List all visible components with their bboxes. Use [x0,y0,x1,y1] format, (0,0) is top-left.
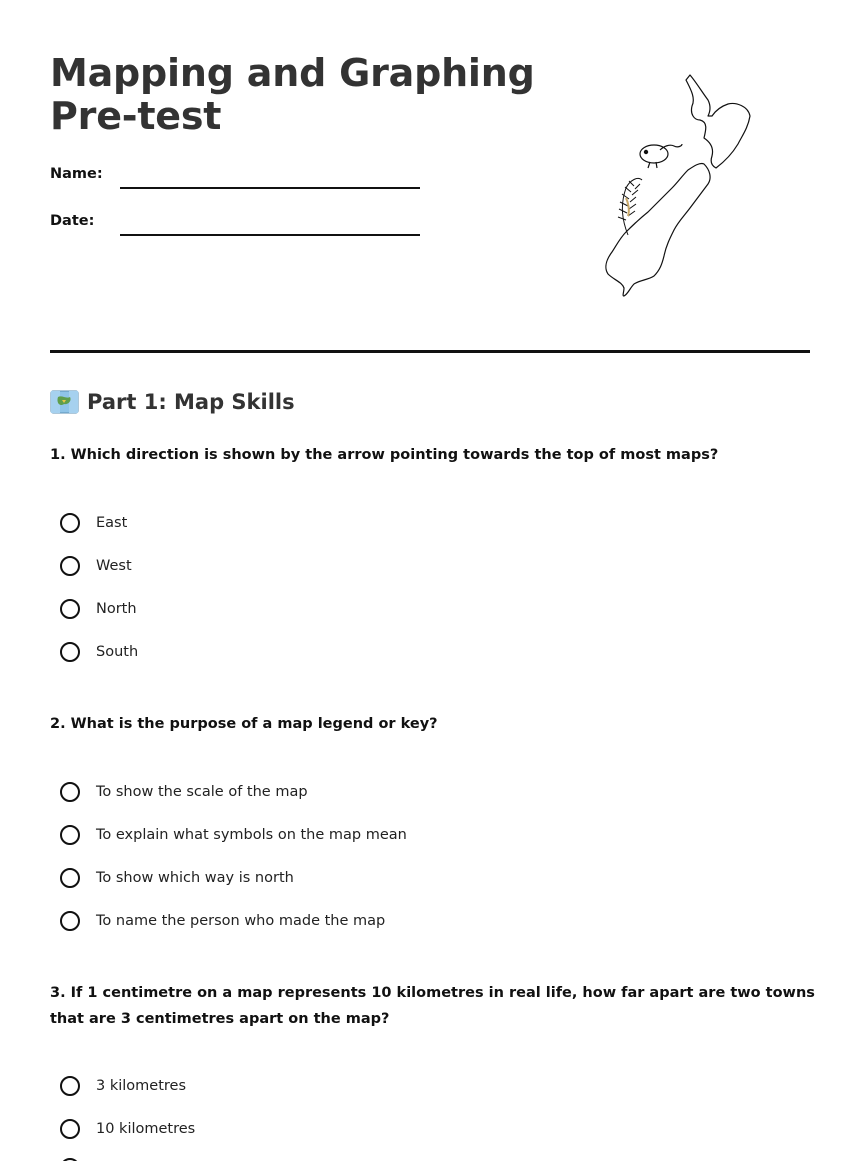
radio-button[interactable] [60,642,80,662]
map-icon [50,389,79,415]
q2-option-3[interactable] [60,865,294,891]
q2-option-1[interactable] [60,779,308,805]
radio-button[interactable] [60,513,80,533]
option-label: West [96,558,132,574]
name-label: Name: [50,166,103,182]
q3-option-1[interactable] [60,1073,186,1099]
q1-option-south[interactable] [60,639,138,665]
option-label: East [96,515,128,531]
option-label: 10 kilometres [96,1121,196,1137]
q3-option-3-partial[interactable] [60,1152,96,1161]
option-label: North [96,601,137,617]
option-label: To show which way is north [96,870,294,886]
section-title: Part 1: Map Skills [87,390,295,414]
option-label: To show the scale of the map [96,784,308,800]
radio-button[interactable] [60,868,80,888]
date-label: Date: [50,213,95,229]
page-title [50,52,535,138]
q3-option-2[interactable] [60,1116,195,1142]
title-line-2: Pre-test [50,94,222,138]
q1-option-east[interactable] [60,510,127,536]
section-divider [50,350,810,353]
question-3: 3. If 1 centimetre on a map represents 10 kilometres in real life, how far apart are two towns that are 3 centimetres apart on the map? [50,985,815,1027]
name-field[interactable] [120,187,420,189]
radio-button[interactable] [60,1119,80,1139]
question-2: 2. What is the purpose of a map legend or key? [50,716,438,732]
radio-button[interactable] [60,599,80,619]
option-label: South [96,644,139,660]
option-label: To explain what symbols on the map mean [96,827,407,843]
q1-option-west[interactable] [60,553,132,579]
q1-option-north[interactable] [60,596,137,622]
radio-button[interactable] [60,556,80,576]
title-line-1: Mapping and Graphing [50,51,535,95]
section-header [50,389,295,415]
option-label: 3 kilometres [96,1078,187,1094]
date-field[interactable] [120,234,420,236]
question-1: 1. Which direction is shown by the arrow pointing towards the top of most maps? [50,447,719,463]
new-zealand-map-icon [598,70,758,302]
option-label: To name the person who made the map [96,913,386,929]
q2-option-4[interactable] [60,908,385,934]
radio-button[interactable] [60,1076,80,1096]
radio-button[interactable] [60,911,80,931]
radio-button[interactable] [60,782,80,802]
radio-button[interactable] [60,825,80,845]
q2-option-2[interactable] [60,822,407,848]
